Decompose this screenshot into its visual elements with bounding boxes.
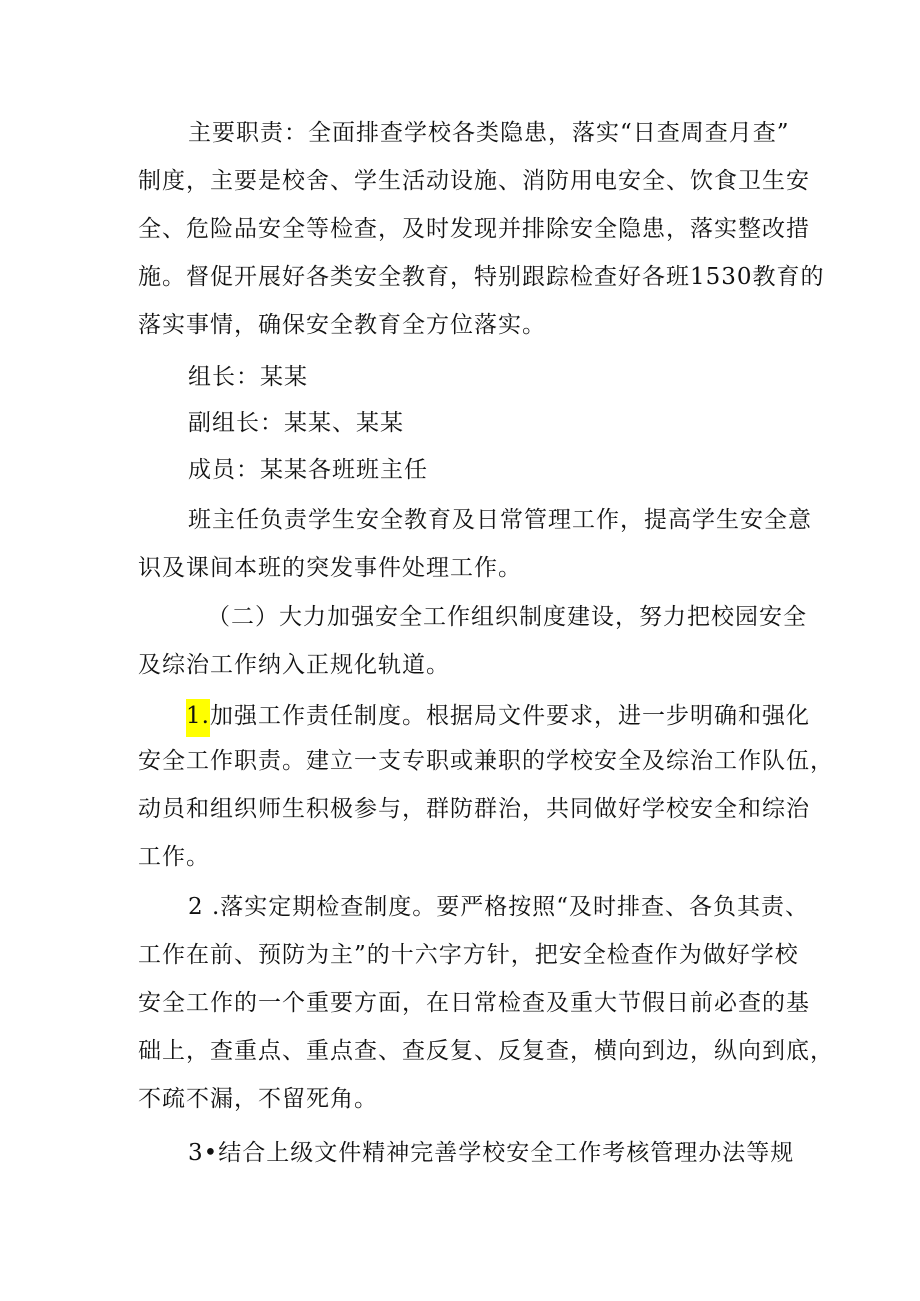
item-1-line-1 bbox=[186, 699, 810, 737]
item-2-line-5: 不疏不漏，不留死角。 bbox=[138, 1086, 378, 1112]
group-members: 成员：某某各班班主任 bbox=[188, 457, 428, 483]
item-1-line-3: 动员和组织师生积极参与，群防群治，共同做好学校安全和综治 bbox=[138, 796, 810, 822]
deputy-group-leader: 副组长：某某、某某 bbox=[188, 410, 404, 436]
section-two-heading-line-1: （二）大力加强安全工作组织制度建设，努力把校园安全 bbox=[207, 604, 807, 630]
paragraph-headteacher-line-2: 识及课间本班的突发事件处理工作。 bbox=[138, 555, 522, 581]
paragraph-duties-line-3: 全、危险品安全等检查，及时发现并排除安全隐患，落实整改措 bbox=[138, 216, 810, 242]
group-leader: 组长：某某 bbox=[188, 364, 308, 390]
item-2-line-3: 安全工作的一个重要方面，在日常检查及重大节假日前必查的基 bbox=[138, 990, 810, 1016]
paragraph-headteacher-line-1: 班主任负责学生安全教育及日常管理工作，提高学生安全意 bbox=[188, 507, 812, 533]
section-two-heading-line-2: 及综治工作纳入正规化轨道。 bbox=[138, 652, 450, 678]
paragraph-duties-line-4: 施。督促开展好各类安全教育，特别跟踪检查好各班1530教育的 bbox=[138, 264, 825, 290]
item-2-line-2: 工作在前、预防为主”的十六字方针，把安全检查作为做好学校 bbox=[138, 942, 799, 968]
paragraph-duties-line-2: 制度，主要是校舍、学生活动设施、消防用电安全、饮食卫生安 bbox=[138, 168, 810, 194]
paragraph-duties-line-5: 落实事情，确保安全教育全方位落实。 bbox=[138, 312, 546, 338]
item-1-line-4: 工作。 bbox=[138, 844, 210, 870]
item-2-line-4: 础上，查重点、重点查、查反复、反复查，横向到边，纵向到底， bbox=[138, 1038, 834, 1064]
paragraph-duties-line-1: 主要职责：全面排查学校各类隐患，落实“日查周查月查” bbox=[188, 120, 790, 146]
item-1-text: 加强工作责任制度。根据局文件要求，进一步明确和强化 bbox=[209, 703, 810, 729]
item-3-line-1: 3•结合上级文件精神完善学校安全工作考核管理办法等规 bbox=[188, 1140, 795, 1166]
highlighted-number: 1. bbox=[186, 699, 210, 737]
item-2-line-1: 2 .落实定期检查制度。要严格按照“及时排查、各负其责、 bbox=[188, 894, 810, 920]
item-1-line-2: 安全工作职责。建立一支专职或兼职的学校安全及综治工作队伍， bbox=[138, 748, 834, 774]
